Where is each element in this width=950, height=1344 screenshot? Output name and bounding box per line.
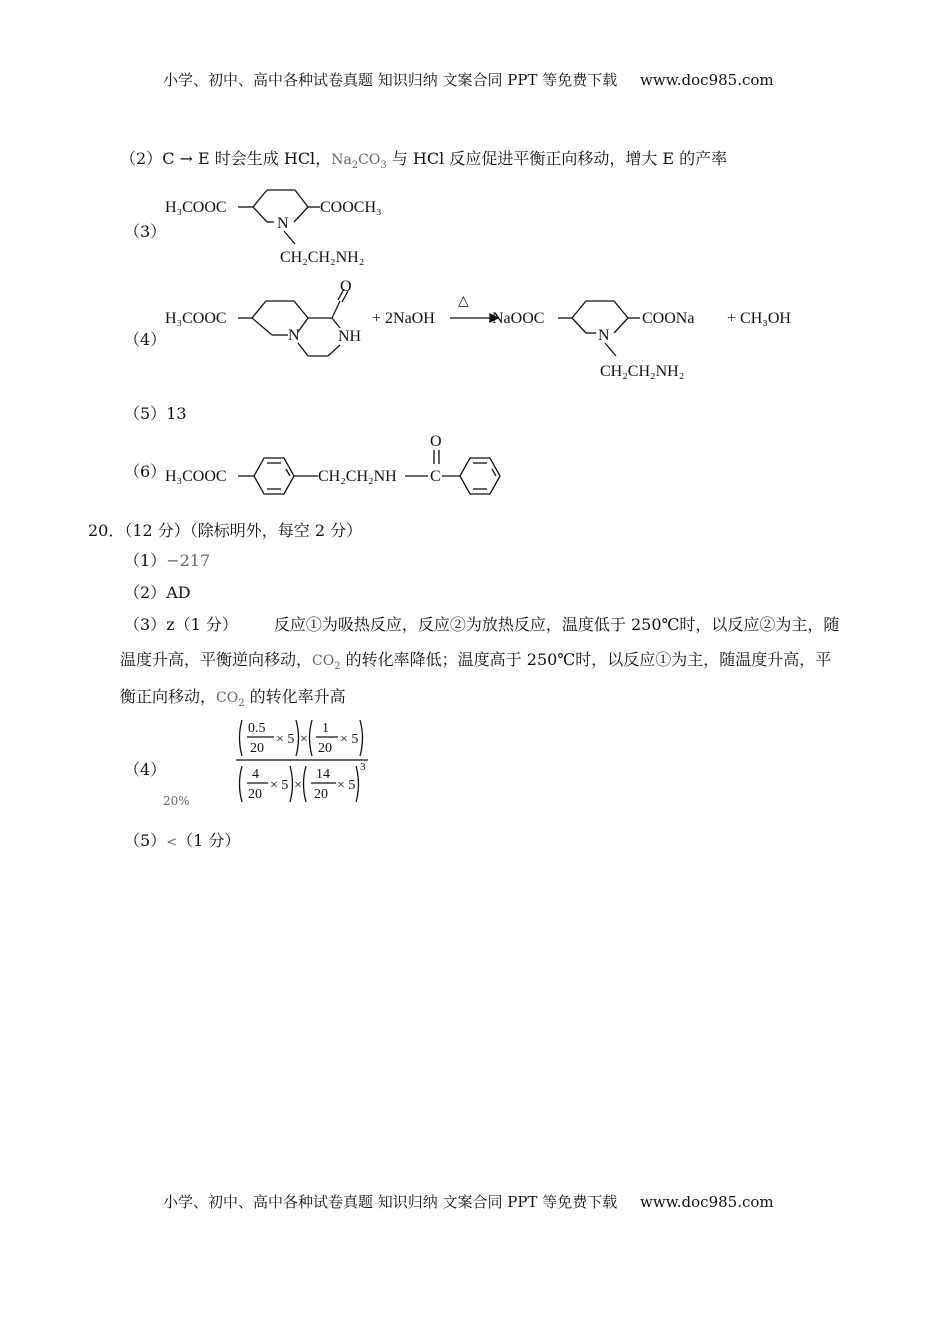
svg-text:× 5: × 5 bbox=[270, 778, 289, 793]
q19-a2-na2co3: $Na_2CO_3$ bbox=[331, 152, 387, 171]
svg-text:20: 20 bbox=[314, 787, 328, 802]
q20-a1-value: −217 bbox=[166, 551, 211, 570]
footer-text: 小学、初中、高中各种试卷真题 知识归纳 文案合同 PPT 等免费下载 bbox=[163, 1193, 618, 1211]
q20-answer-3-line1 bbox=[124, 612, 839, 635]
fraction-numerator bbox=[240, 720, 363, 756]
co2-formula: $CO_2$ bbox=[216, 690, 245, 709]
fraction-denominator bbox=[240, 761, 367, 802]
svg-text:20: 20 bbox=[250, 741, 264, 756]
chem-o-label: O bbox=[340, 278, 352, 295]
chem-naooc-label: NaOOC bbox=[492, 310, 545, 327]
chem-nh-label: NH bbox=[338, 328, 362, 345]
q19-a5-number: （5） bbox=[124, 404, 167, 423]
q20-a3-choice: z（1 分） bbox=[166, 615, 238, 634]
q19-a2-number: （2） bbox=[120, 149, 163, 168]
chem-carbonyl-c: C bbox=[430, 468, 441, 485]
chem-o-label: O bbox=[430, 433, 442, 450]
q20-a4-percent: 20% bbox=[163, 794, 190, 808]
q20-a2-value: AD bbox=[166, 583, 191, 602]
chem-coona-label: COONa bbox=[642, 310, 695, 327]
svg-text:1: 1 bbox=[322, 721, 329, 736]
chem-n-label: N bbox=[598, 327, 610, 344]
q20-answer-5 bbox=[124, 828, 240, 851]
chem-plus-ch3oh: + CH₃OH bbox=[727, 310, 791, 327]
svg-text:20: 20 bbox=[248, 787, 262, 802]
q20-a3-explanation-1: 反应①为吸热反应，反应②为放热反应，温度低于 250℃时，以反应②为主，随 bbox=[273, 615, 840, 634]
q20-a5-sign: < bbox=[166, 835, 178, 850]
svg-text:4: 4 bbox=[252, 767, 259, 782]
chem-h3cooc-label: H₃COOC bbox=[165, 199, 227, 216]
chem-h3cooc-label: H₃COOC bbox=[165, 468, 227, 485]
svg-text:0.5: 0.5 bbox=[248, 721, 266, 736]
chem-ch2ch2nh-label: CH₂CH₂NH bbox=[318, 468, 397, 485]
q19-a2-text-a: C → E 时会生成 HCl， bbox=[162, 149, 332, 168]
q19-a4-reaction bbox=[160, 278, 810, 391]
q20-a3-number: （3） bbox=[124, 615, 167, 634]
svg-text:×: × bbox=[300, 732, 308, 747]
q19-a5-text: 13 bbox=[166, 404, 187, 423]
header-text: 小学、初中、高中各种试卷真题 知识归纳 文案合同 PPT 等免费下载 bbox=[163, 71, 618, 89]
chem-n-label: N bbox=[277, 215, 289, 232]
q19-a4-number: （4） bbox=[124, 330, 167, 349]
svg-text:× 5: × 5 bbox=[337, 778, 356, 793]
q20-a4-fraction bbox=[232, 712, 372, 812]
footer-url: www.doc985.com bbox=[640, 1193, 774, 1211]
q19-answer-5 bbox=[124, 401, 187, 424]
q20-heading: 20．（12 分）（除标明外，每空 2 分） bbox=[88, 521, 363, 540]
q19-a3-structure bbox=[160, 178, 420, 270]
q20-a2-number: （2） bbox=[124, 583, 167, 602]
q20-answer-3-line3: 衡正向移动，$CO_2$ 的转化率升高 bbox=[120, 687, 346, 709]
q19-a2-text-b: 与 HCl 反应促进平衡正向移动，增大 E 的产率 bbox=[386, 149, 728, 168]
chem-cooch3-label: COOCH₃ bbox=[320, 199, 382, 216]
q20-a1-number: （1） bbox=[124, 551, 167, 570]
svg-text:× 5: × 5 bbox=[340, 732, 359, 747]
chem-ch2ch2nh2-label: CH₂CH₂NH₂ bbox=[280, 249, 365, 266]
chem-plus-2naoh: + 2NaOH bbox=[372, 310, 435, 327]
q19-answer-2 bbox=[120, 146, 727, 171]
page-footer bbox=[163, 1191, 774, 1212]
svg-text:×: × bbox=[294, 778, 302, 793]
chem-heat-triangle: △ bbox=[458, 294, 469, 309]
q19-a6-structure bbox=[160, 428, 520, 502]
q19-a6-number: （6） bbox=[124, 462, 167, 481]
chem-n-label: N bbox=[288, 327, 300, 344]
q20-a5-number: （5） bbox=[124, 831, 167, 850]
header-url: www.doc985.com bbox=[640, 71, 774, 89]
chem-ch2ch2nh2-label: CH₂CH₂NH₂ bbox=[600, 363, 685, 380]
svg-text:× 5: × 5 bbox=[276, 732, 295, 747]
page-header bbox=[163, 69, 774, 90]
q20-a4-number: （4） bbox=[124, 760, 167, 779]
chem-h3cooc-label: H₃COOC bbox=[165, 310, 227, 327]
co2-formula: $CO_2$ bbox=[312, 653, 341, 672]
svg-text:14: 14 bbox=[316, 767, 330, 782]
q20-answer-1 bbox=[124, 548, 210, 571]
q20-answer-2 bbox=[124, 580, 191, 603]
q20-answer-3-line2: 温度升高，平衡逆向移动，$CO_2$ 的转化率降低；温度高于 250℃时，以反应①为主，随温度升高，平 bbox=[120, 650, 832, 672]
svg-text:3: 3 bbox=[360, 761, 366, 773]
svg-text:20: 20 bbox=[318, 741, 332, 756]
q20-a5-note: （1 分） bbox=[177, 831, 241, 850]
q19-a3-number: （3） bbox=[124, 222, 167, 241]
